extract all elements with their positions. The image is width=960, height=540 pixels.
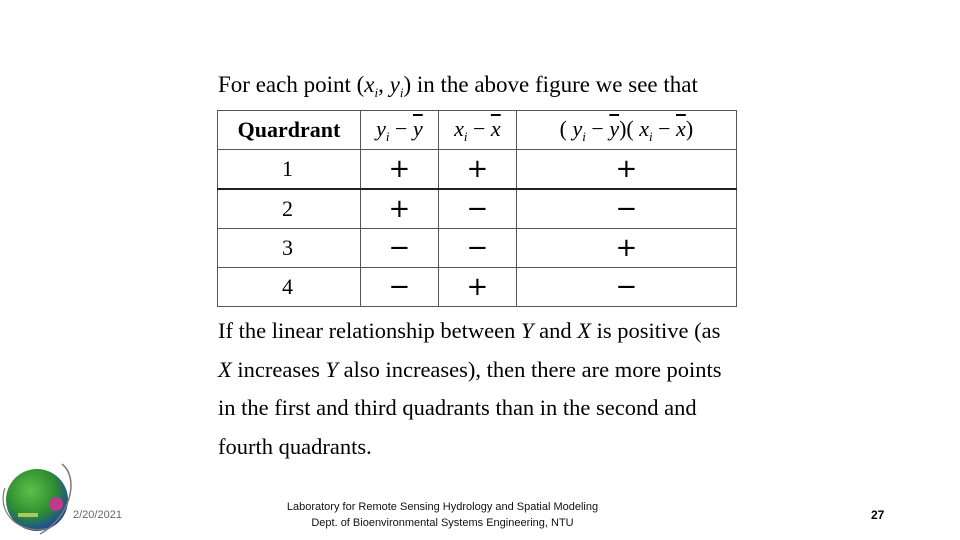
page-number: 27 bbox=[871, 508, 885, 522]
table-row bbox=[218, 268, 737, 307]
y-sign-cell: + bbox=[361, 150, 439, 190]
paragraph-line-1: If the linear relationship between Y and X is positive (as bbox=[218, 318, 721, 343]
lab-logo-icon bbox=[0, 458, 76, 538]
paragraph-line-4: fourth quadrants. bbox=[218, 433, 372, 459]
table-header-row bbox=[218, 111, 737, 150]
header-quadrant: Quardrant bbox=[218, 111, 361, 150]
y-sign-cell: + bbox=[361, 189, 439, 229]
slide-footer bbox=[230, 499, 655, 531]
header-x-deviation: $x_i - \overline{x}$ bbox=[438, 111, 516, 150]
x-sign-cell: − bbox=[438, 229, 516, 268]
table-row bbox=[218, 150, 737, 190]
quadrant-cell: 1 bbox=[218, 150, 361, 190]
table-row bbox=[218, 229, 737, 268]
product-sign-cell: + bbox=[516, 229, 736, 268]
product-sign-cell: − bbox=[516, 189, 736, 229]
product-sign-cell: + bbox=[516, 150, 736, 190]
intro-sentence: For each point ($x_i$, $y_i$) in the above figure we see that bbox=[218, 72, 698, 100]
y-sign-cell: − bbox=[361, 229, 439, 268]
conclusion-paragraph bbox=[218, 312, 818, 466]
paragraph-line-3: in the first and third quadrants than in the second and bbox=[218, 395, 697, 420]
header-product: ( $y_i - \overline{y}$)( $x_i - \overline{x}$) bbox=[516, 111, 736, 150]
header-y-deviation: $y_i - \overline{y}$ bbox=[361, 111, 439, 150]
table-row bbox=[218, 189, 737, 229]
footer-department: Dept. of Bioenvironmental Systems Engineering, NTU bbox=[311, 517, 574, 529]
x-sign-cell: + bbox=[438, 268, 516, 307]
quadrant-sign-table bbox=[217, 110, 737, 307]
x-sign-cell: − bbox=[438, 189, 516, 229]
quadrant-cell: 2 bbox=[218, 189, 361, 229]
footer-lab-name: Laboratory for Remote Sensing Hydrology and Spatial Modeling bbox=[286, 501, 599, 513]
product-sign-cell: − bbox=[516, 268, 736, 307]
slide-date: 2/20/2021 bbox=[73, 509, 122, 521]
quadrant-cell: 4 bbox=[218, 268, 361, 307]
x-sign-cell: + bbox=[438, 150, 516, 190]
paragraph-line-2: X increases Y also increases), then there are more points bbox=[218, 356, 722, 382]
y-sign-cell: − bbox=[361, 268, 439, 307]
quadrant-cell: 3 bbox=[218, 229, 361, 268]
